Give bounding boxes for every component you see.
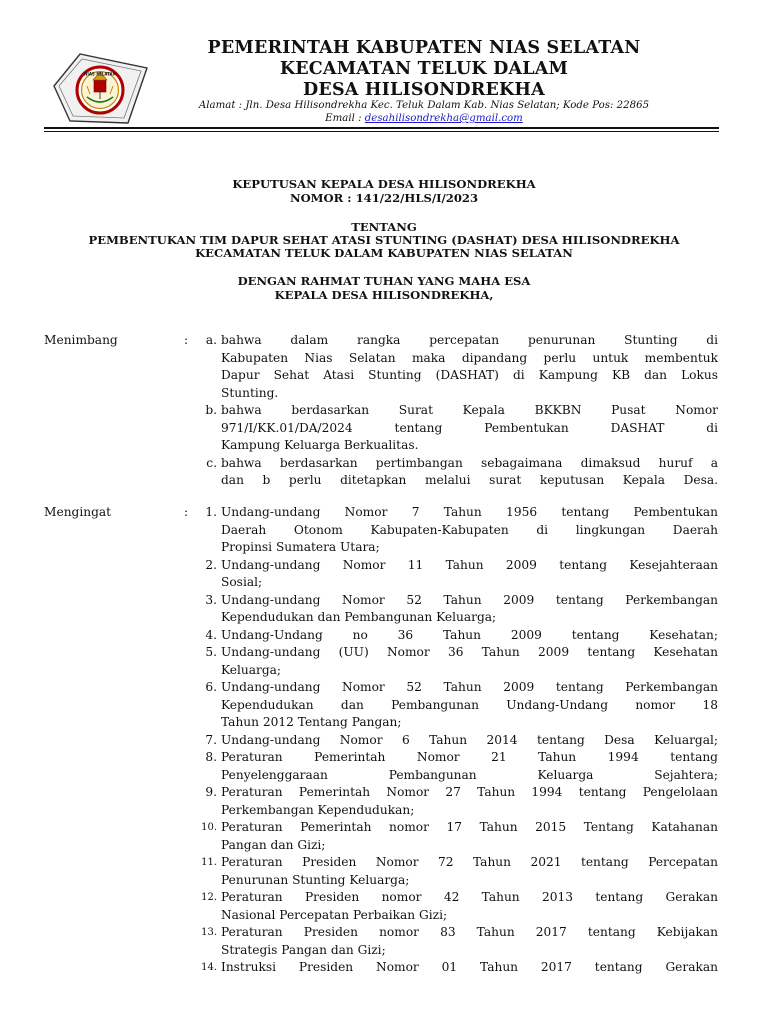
letterhead-government: PEMERINTAH KABUPATEN NIAS SELATAN [207, 38, 641, 58]
mengingat-item-line: Peraturan Presiden nomor 42 Tahun 2013 tentang Gerakan [221, 890, 718, 904]
mengingat-item [221, 959, 718, 977]
menimbang-item-line: Stunting. [221, 385, 279, 400]
mengingat-item-marker: 1. [205, 505, 217, 519]
menimbang-item-marker: a. [205, 333, 217, 347]
mengingat-item [221, 732, 718, 750]
letterhead-divider-thin [44, 131, 719, 132]
mengingat-item [221, 679, 718, 732]
mengingat-item-line: Pangan dan Gizi; [221, 837, 326, 852]
mengingat-item-line: Nasional Percepatan Perbaikan Gizi; [221, 907, 448, 922]
email-link[interactable]: desahilisondrekha@gmail.com [364, 113, 523, 124]
mengingat-item [221, 924, 718, 959]
email-label: Email : [325, 113, 365, 124]
menimbang-item-line: Kampung Keluarga Berkualitas. [221, 438, 419, 452]
mengingat-item [221, 644, 718, 679]
mengingat-item-line: Daerah Otonom Kabupaten-Kabupaten di lingkungan Daerah [221, 522, 718, 537]
menimbang-item-marker: c. [206, 455, 217, 470]
menimbang-item-line: bahwa berdasarkan Surat Kepala BKKBN Pusat Nomor [221, 403, 718, 417]
decree-about-line-1: PEMBENTUKAN TIM DAPUR SEHAT ATASI STUNTING (DASHAT) DESA HILISONDREKHA [88, 233, 680, 247]
mengingat-item-marker: 3. [205, 592, 217, 607]
mengingat-item-line: Kependudukan dan Pembangunan Undang-Undang nomor 18 [221, 697, 718, 712]
mengingat-item-line: Undang-undang Nomor 52 Tahun 2009 tentang Perkembangan [221, 592, 718, 607]
menimbang-item-line: dan b perlu ditetapkan melalui surat keputusan Kepala Desa. [221, 473, 718, 487]
mengingat-item-line: Keluarga; [221, 662, 282, 677]
mengingat-item-line: Kependudukan dan Pembangunan Keluarga; [221, 610, 497, 624]
mengingat-item-marker: 12. [201, 892, 217, 903]
mengingat-item-line: Sosial; [221, 575, 263, 589]
mengingat-item-line: Perkembangan Kependudukan; [221, 802, 415, 817]
mengingat-item-marker: 6. [205, 680, 217, 694]
mengingat-item-line: Tahun 2012 Tentang Pangan; [221, 715, 402, 729]
mengingat-item [221, 749, 718, 784]
mengingat-item-marker: 14. [201, 962, 217, 973]
letterhead-divider-thick [44, 127, 719, 129]
letterhead-email-line [140, 112, 708, 125]
menimbang-label: Menimbang [44, 333, 118, 347]
mengingat-item-line: Peraturan Pemerintah nomor 17 Tahun 2015 Tentang Katahanan [221, 820, 718, 834]
menimbang-item [221, 455, 718, 490]
letterhead-village: DESA HILISONDREKHA [303, 80, 545, 100]
mengingat-item-marker: 13. [201, 927, 217, 938]
mengingat-item-marker: 8. [205, 750, 217, 764]
mengingat-item-marker: 7. [205, 732, 217, 747]
mengingat-item-line: Undang-undang Nomor 7 Tahun 1956 tentang Pembentukan [221, 505, 718, 519]
menimbang-item [221, 402, 718, 455]
mengingat-item [221, 819, 718, 854]
mengingat-item [221, 592, 718, 627]
mengingat-item-marker: 5. [205, 645, 217, 659]
decree-head-line: KEPALA DESA HILISONDREKHA, [274, 288, 494, 302]
mengingat-item-line: Penyelenggaraan Pembangunan Keluarga Sejahtera; [221, 767, 718, 782]
decree-number: NOMOR : 141/22/HLS/I/2023 [289, 191, 479, 205]
regency-seal-logo [50, 50, 150, 128]
mengingat-item [221, 784, 718, 819]
mengingat-item-line: Strategis Pangan dan Gizi; [221, 942, 386, 957]
mengingat-item-marker: 11. [201, 857, 217, 868]
menimbang-item-line: Dapur Sehat Atasi Stunting (DASHAT) di Kampung KB dan Lokus [221, 368, 718, 382]
mengingat-item-marker: 9. [205, 785, 217, 799]
menimbang-item-marker: b. [205, 403, 217, 417]
mengingat-item-line: Undang-undang Nomor 11 Tahun 2009 tentang Kesejahteraan [221, 557, 718, 572]
menimbang-item-line: 971/I/KK.01/DA/2024 tentang Pembentukan DASHAT di [221, 420, 718, 435]
decree-grace-line: DENGAN RAHMAT TUHAN YANG MAHA ESA [237, 274, 531, 288]
letterhead-district: KECAMATAN TELUK DALAM [279, 59, 569, 79]
mengingat-item-marker: 10. [201, 822, 217, 833]
decree-about-label: TENTANG [351, 220, 417, 234]
mengingat-item-line: Undang-undang (UU) Nomor 36 Tahun 2009 tentang Kesehatan [221, 645, 718, 659]
mengingat-item [221, 854, 718, 889]
mengingat-item-line: Peraturan Presiden nomor 83 Tahun 2017 tentang Kebijakan [221, 925, 718, 939]
mengingat-item-line: Peraturan Pemerintah Nomor 27 Tahun 1994 tentang Pengelolaan [221, 785, 718, 799]
mengingat-item-line: Penurunan Stunting Keluarga; [221, 872, 410, 887]
decree-about-line-2: KECAMATAN TELUK DALAM KABUPATEN NIAS SELATAN [195, 246, 573, 260]
mengingat-item-line: Peraturan Presiden Nomor 72 Tahun 2021 tentang Percepatan [221, 855, 718, 869]
mengingat-label: Mengingat [44, 505, 112, 519]
mengingat-item [221, 504, 718, 557]
mengingat-item-line: Undang-undang Nomor 6 Tahun 2014 tentang Desa Keluargal; [221, 732, 718, 747]
svg-text:NIAS SELATAN: NIAS SELATAN [83, 71, 117, 77]
menimbang-item-line: bahwa berdasarkan pertimbangan sebagaimana dimaksud huruf a [221, 455, 718, 470]
menimbang-item [221, 332, 718, 402]
letterhead-address: Alamat : Jln. Desa Hilisondrekha Kec. Teluk Dalam Kab. Nias Selatan; Kode Pos: 22865 [198, 100, 650, 111]
mengingat-item-marker: 4. [205, 627, 217, 642]
mengingat-colon: : [184, 505, 189, 519]
mengingat-item-line: Propinsi Sumatera Utara; [221, 540, 380, 554]
menimbang-item-line: Kabupaten Nias Selatan maka dipandang perlu untuk membentuk [221, 350, 718, 365]
mengingat-item-line: Undang-undang Nomor 52 Tahun 2009 tentang Perkembangan [221, 680, 718, 694]
mengingat-item [221, 889, 718, 924]
mengingat-item-line: Peraturan Pemerintah Nomor 21 Tahun 1994 tentang [221, 750, 718, 764]
mengingat-item-marker: 2. [205, 557, 217, 572]
menimbang-colon: : [184, 333, 189, 347]
mengingat-item [221, 627, 718, 645]
mengingat-item-line: Instruksi Presiden Nomor 01 Tahun 2017 tentang Gerakan [221, 960, 718, 974]
decree-title: KEPUTUSAN KEPALA DESA HILISONDREKHA [232, 177, 536, 191]
mengingat-item-line: Undang-Undang no 36 Tahun 2009 tentang Kesehatan; [221, 627, 718, 642]
menimbang-item-line: bahwa dalam rangka percepatan penurunan Stunting di [221, 333, 718, 347]
mengingat-item [221, 557, 718, 592]
